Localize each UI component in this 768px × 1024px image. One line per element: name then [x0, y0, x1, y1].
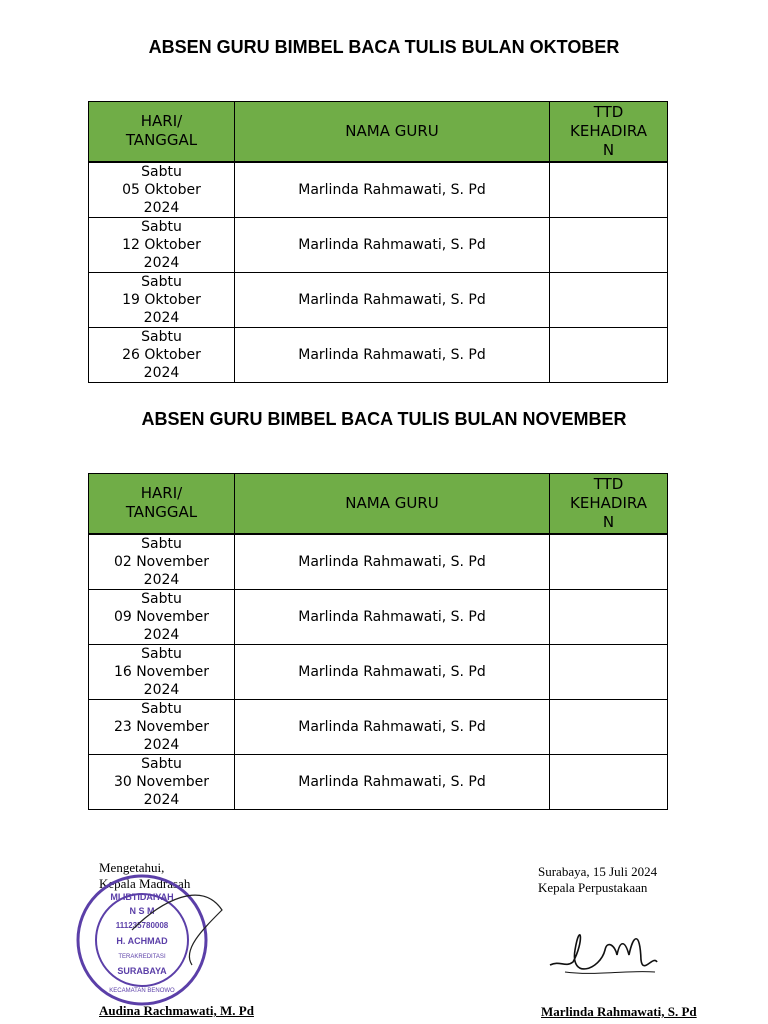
table-title-november: ABSEN GURU BIMBEL BACA TULIS BULAN NOVEMBER: [141, 409, 627, 429]
name-cell: Marlinda Rahmawati, S. Pd: [235, 217, 550, 272]
attendance-table-oktober: [88, 101, 668, 383]
signature-cell: [550, 589, 668, 644]
table-row: [89, 699, 668, 754]
signature-cell: [550, 754, 668, 809]
right-signer: [541, 1004, 697, 1020]
signature-cell: [550, 699, 668, 754]
table-title-oktober: ABSEN GURU BIMBEL BACA TULIS BULAN OKTOBER: [148, 37, 620, 57]
right-signer-name: Marlinda Rahmawati, S. Pd: [541, 1004, 697, 1019]
right-signature-block: [538, 864, 738, 896]
stamp-status: TERAKREDITASI: [118, 954, 166, 960]
name-cell: Marlinda Rahmawati, S. Pd: [235, 272, 550, 327]
right-sign-line2: Kepala Perpustakaan: [538, 880, 648, 895]
name-cell: Marlinda Rahmawati, S. Pd: [235, 162, 550, 218]
signature-cell: [550, 272, 668, 327]
signature-cell: [550, 327, 668, 382]
date-cell: Sabtu 23 November 2024: [89, 699, 235, 754]
stamp-text: MI IBTIDAIYAH: [110, 892, 174, 902]
header-ttd: TTD KEHADIRA N: [550, 474, 668, 534]
stamp-bottom: KECAMATAN BENOWO: [109, 988, 175, 994]
date-cell: Sabtu 19 Oktober 2024: [89, 272, 235, 327]
left-signer: [99, 1003, 254, 1019]
right-sign-line1: Surabaya, 15 Juli 2024: [538, 864, 658, 879]
table-row: [89, 217, 668, 272]
attendance-table-november: [88, 473, 668, 810]
header-ttd: TTD KEHADIRA N: [550, 102, 668, 162]
date-cell: Sabtu 09 November 2024: [89, 589, 235, 644]
left-sign-line2: Kepala Madrasah: [99, 876, 191, 891]
header-name: NAMA GURU: [235, 474, 550, 534]
header-date: HARI/ TANGGAL: [89, 474, 235, 534]
date-cell: Sabtu 30 November 2024: [89, 754, 235, 809]
right-signature-scribble: [545, 910, 665, 990]
left-sign-line1: Mengetahui,: [99, 860, 165, 875]
signature-cell: [550, 644, 668, 699]
date-cell: Sabtu 16 November 2024: [89, 644, 235, 699]
table-row: [89, 162, 668, 218]
stamp-person: H. ACHMAD: [116, 936, 168, 946]
header-name: NAMA GURU: [235, 102, 550, 162]
signature-cell: [550, 534, 668, 590]
stamp-number: 111235780008: [115, 921, 169, 930]
signature-cell: [550, 162, 668, 218]
stamp-city: SURABAYA: [117, 966, 167, 976]
table-row: [89, 754, 668, 809]
name-cell: Marlinda Rahmawati, S. Pd: [235, 327, 550, 382]
date-cell: Sabtu 26 Oktober 2024: [89, 327, 235, 382]
left-signer-name: Audina Rachmawati, M. Pd: [99, 1003, 254, 1018]
table-row: [89, 589, 668, 644]
school-stamp: [72, 870, 212, 1010]
date-cell: Sabtu 05 Oktober 2024: [89, 162, 235, 218]
date-cell: Sabtu 02 November 2024: [89, 534, 235, 590]
name-cell: Marlinda Rahmawati, S. Pd: [235, 534, 550, 590]
table-row: [89, 644, 668, 699]
name-cell: Marlinda Rahmawati, S. Pd: [235, 699, 550, 754]
header-date: HARI/ TANGGAL: [89, 102, 235, 162]
name-cell: Marlinda Rahmawati, S. Pd: [235, 589, 550, 644]
date-cell: Sabtu 12 Oktober 2024: [89, 217, 235, 272]
stamp-nsm: N S M: [129, 906, 155, 916]
name-cell: Marlinda Rahmawati, S. Pd: [235, 644, 550, 699]
table-row: [89, 327, 668, 382]
signature-cell: [550, 217, 668, 272]
table-row: [89, 534, 668, 590]
name-cell: Marlinda Rahmawati, S. Pd: [235, 754, 550, 809]
table-row: [89, 272, 668, 327]
